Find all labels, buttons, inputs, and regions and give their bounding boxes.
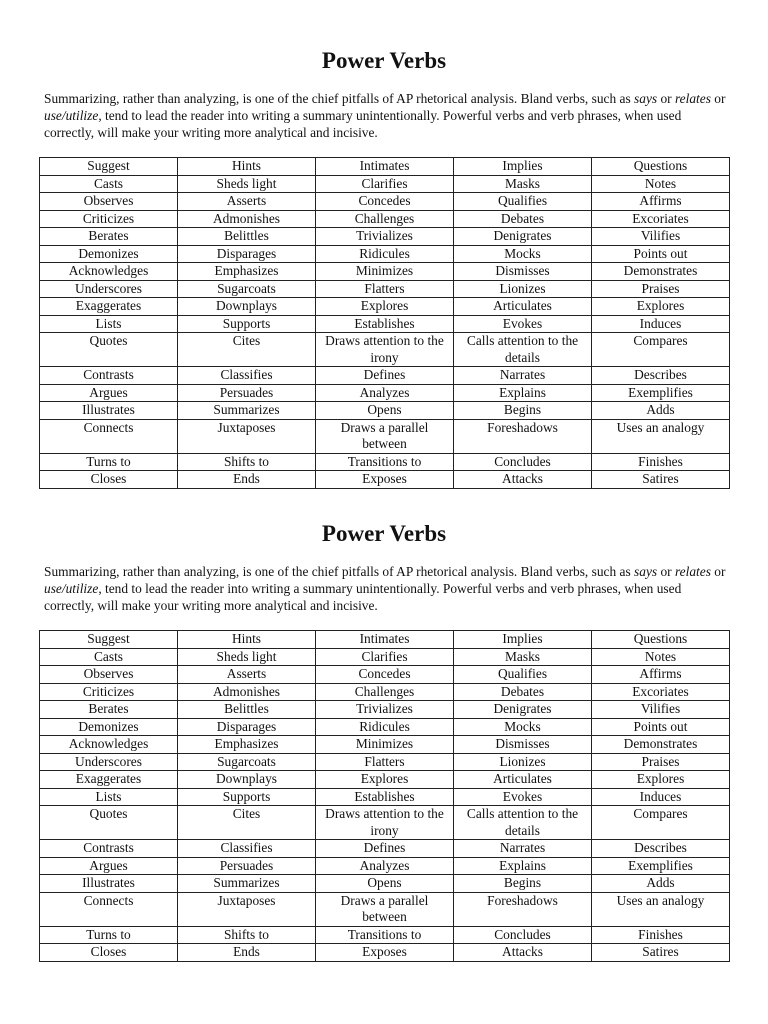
table-cell: Trivializes — [316, 228, 454, 246]
table-row — [40, 806, 730, 840]
table-cell: Defines — [316, 367, 454, 385]
table-cell: Questions — [592, 158, 730, 176]
table-cell: Transitions to — [316, 926, 454, 944]
table-cell: Foreshadows — [454, 892, 592, 926]
table-cell: Evokes — [454, 788, 592, 806]
table-cell: Criticizes — [40, 683, 178, 701]
table-cell: Qualifies — [454, 193, 592, 211]
table-cell: Draws a parallel between — [316, 419, 454, 453]
table-cell: Narrates — [454, 367, 592, 385]
table-cell: Debates — [454, 683, 592, 701]
table-row — [40, 280, 730, 298]
table-cell: Evokes — [454, 315, 592, 333]
table-row — [40, 840, 730, 858]
table-cell: Vilifies — [592, 701, 730, 719]
table-cell: Establishes — [316, 315, 454, 333]
table-cell: Sheds light — [178, 175, 316, 193]
table-row — [40, 298, 730, 316]
table-cell: Minimizes — [316, 263, 454, 281]
table-cell: Casts — [40, 648, 178, 666]
table-cell: Admonishes — [178, 210, 316, 228]
table-cell: Ridicules — [316, 718, 454, 736]
table-cell: Mocks — [454, 718, 592, 736]
table-cell: Implies — [454, 158, 592, 176]
table-cell: Defines — [316, 840, 454, 858]
table-cell: Challenges — [316, 210, 454, 228]
table-row — [40, 402, 730, 420]
table-row — [40, 753, 730, 771]
table-cell: Describes — [592, 840, 730, 858]
table-cell: Connects — [40, 419, 178, 453]
table-cell: Criticizes — [40, 210, 178, 228]
table-cell: Draws attention to the irony — [316, 806, 454, 840]
table-row — [40, 263, 730, 281]
table-cell: Demonizes — [40, 245, 178, 263]
table-row — [40, 193, 730, 211]
example-word-says: says — [634, 564, 658, 579]
table-cell: Emphasizes — [178, 736, 316, 754]
table-cell: Qualifies — [454, 666, 592, 684]
table-cell: Ends — [178, 471, 316, 489]
table-row — [40, 228, 730, 246]
table-cell: Concludes — [454, 453, 592, 471]
table-cell: Praises — [592, 280, 730, 298]
table-row — [40, 771, 730, 789]
table-cell: Berates — [40, 701, 178, 719]
table-cell: Belittles — [178, 228, 316, 246]
power-verbs-section-1 — [0, 44, 768, 486]
table-cell: Exemplifies — [592, 384, 730, 402]
table-cell: Downplays — [178, 771, 316, 789]
table-row — [40, 158, 730, 176]
table-cell: Induces — [592, 315, 730, 333]
table-cell: Foreshadows — [454, 419, 592, 453]
table-cell: Suggest — [40, 158, 178, 176]
table-cell: Illustrates — [40, 875, 178, 893]
table-row — [40, 857, 730, 875]
table-cell: Lionizes — [454, 280, 592, 298]
table-cell: Satires — [592, 944, 730, 962]
table-cell: Clarifies — [316, 175, 454, 193]
table-cell: Establishes — [316, 788, 454, 806]
table-cell: Lionizes — [454, 753, 592, 771]
intro-paragraph: Summarizing, rather than analyzing, is one of the chief pitfalls of AP rhetorical analysis. Bland verbs, such as says or relates or use/utilize, tend to lead the reader into writing a summary unintentionally. Powerful verbs and verb phrases, when used correctly, will make your writing more analytical and incisive. — [44, 91, 726, 140]
table-row — [40, 875, 730, 893]
table-cell: Challenges — [316, 683, 454, 701]
table-cell: Acknowledges — [40, 736, 178, 754]
table-cell: Persuades — [178, 384, 316, 402]
table-cell: Connects — [40, 892, 178, 926]
table-cell: Contrasts — [40, 840, 178, 858]
example-word-relates: relates — [674, 564, 711, 579]
table-cell: Analyzes — [316, 857, 454, 875]
table-cell: Admonishes — [178, 683, 316, 701]
table-cell: Illustrates — [40, 402, 178, 420]
table-cell: Praises — [592, 753, 730, 771]
table-cell: Attacks — [454, 471, 592, 489]
table-cell: Intimates — [316, 631, 454, 649]
table-row — [40, 648, 730, 666]
table-row — [40, 367, 730, 385]
table-cell: Explains — [454, 384, 592, 402]
table-cell: Questions — [592, 631, 730, 649]
table-cell: Closes — [40, 944, 178, 962]
table-cell: Sugarcoats — [178, 753, 316, 771]
table-cell: Downplays — [178, 298, 316, 316]
table-cell: Exemplifies — [592, 857, 730, 875]
table-row — [40, 315, 730, 333]
table-cell: Supports — [178, 788, 316, 806]
table-cell: Shifts to — [178, 453, 316, 471]
table-cell: Attacks — [454, 944, 592, 962]
table-cell: Juxtaposes — [178, 419, 316, 453]
table-cell: Underscores — [40, 280, 178, 298]
example-word-use-utilize: use/utilize — [44, 108, 99, 123]
table-row — [40, 926, 730, 944]
table-cell: Clarifies — [316, 648, 454, 666]
table-cell: Quotes — [40, 806, 178, 840]
page-title: Power Verbs — [321, 48, 447, 73]
table-cell: Demonstrates — [592, 263, 730, 281]
table-cell: Analyzes — [316, 384, 454, 402]
table-row — [40, 175, 730, 193]
table-cell: Trivializes — [316, 701, 454, 719]
table-cell: Observes — [40, 193, 178, 211]
table-row — [40, 471, 730, 489]
table-cell: Exaggerates — [40, 298, 178, 316]
table-cell: Exaggerates — [40, 771, 178, 789]
table-cell: Sugarcoats — [178, 280, 316, 298]
table-row — [40, 245, 730, 263]
table-cell: Supports — [178, 315, 316, 333]
table-cell: Compares — [592, 333, 730, 367]
verbs-table-body — [40, 158, 730, 489]
table-cell: Excoriates — [592, 683, 730, 701]
table-cell: Emphasizes — [178, 263, 316, 281]
table-cell: Ends — [178, 944, 316, 962]
table-cell: Flatters — [316, 753, 454, 771]
table-cell: Denigrates — [454, 228, 592, 246]
table-cell: Cites — [178, 806, 316, 840]
table-cell: Narrates — [454, 840, 592, 858]
table-cell: Articulates — [454, 298, 592, 316]
table-cell: Affirms — [592, 193, 730, 211]
table-cell: Contrasts — [40, 367, 178, 385]
table-row — [40, 384, 730, 402]
table-cell: Sheds light — [178, 648, 316, 666]
table-row — [40, 631, 730, 649]
table-cell: Cites — [178, 333, 316, 367]
table-cell: Argues — [40, 857, 178, 875]
table-cell: Concedes — [316, 666, 454, 684]
table-cell: Explores — [316, 771, 454, 789]
table-cell: Quotes — [40, 333, 178, 367]
table-row — [40, 210, 730, 228]
table-cell: Hints — [178, 631, 316, 649]
table-cell: Berates — [40, 228, 178, 246]
table-cell: Classifies — [178, 840, 316, 858]
table-cell: Lists — [40, 315, 178, 333]
table-cell: Dismisses — [454, 263, 592, 281]
table-cell: Draws attention to the irony — [316, 333, 454, 367]
table-cell: Uses an analogy — [592, 419, 730, 453]
table-cell: Suggest — [40, 631, 178, 649]
table-cell: Casts — [40, 175, 178, 193]
table-cell: Explains — [454, 857, 592, 875]
table-cell: Concludes — [454, 926, 592, 944]
intro-paragraph: Summarizing, rather than analyzing, is one of the chief pitfalls of AP rhetorical analysis. Bland verbs, such as says or relates or use/utilize, tend to lead the reader into writing a summary unintentionally. Powerful verbs and verb phrases, when used correctly, will make your writing more analytical and incisive. — [44, 564, 726, 613]
table-cell: Points out — [592, 718, 730, 736]
table-cell: Exposes — [316, 471, 454, 489]
power-verbs-section-2 — [0, 517, 768, 959]
table-row — [40, 944, 730, 962]
table-cell: Adds — [592, 402, 730, 420]
table-cell: Explores — [592, 298, 730, 316]
page-title: Power Verbs — [321, 521, 447, 546]
table-cell: Lists — [40, 788, 178, 806]
table-cell: Notes — [592, 648, 730, 666]
table-cell: Begins — [454, 402, 592, 420]
table-row — [40, 419, 730, 453]
table-cell: Mocks — [454, 245, 592, 263]
table-row — [40, 666, 730, 684]
table-cell: Finishes — [592, 453, 730, 471]
table-cell: Implies — [454, 631, 592, 649]
verbs-table-body — [40, 631, 730, 962]
table-cell: Asserts — [178, 666, 316, 684]
table-cell: Persuades — [178, 857, 316, 875]
table-cell: Hints — [178, 158, 316, 176]
table-row — [40, 788, 730, 806]
example-word-use-utilize: use/utilize — [44, 581, 99, 596]
table-cell: Intimates — [316, 158, 454, 176]
table-cell: Excoriates — [592, 210, 730, 228]
table-cell: Argues — [40, 384, 178, 402]
table-cell: Transitions to — [316, 453, 454, 471]
table-cell: Articulates — [454, 771, 592, 789]
table-cell: Turns to — [40, 453, 178, 471]
table-cell: Calls attention to the details — [454, 333, 592, 367]
table-cell: Closes — [40, 471, 178, 489]
table-cell: Explores — [592, 771, 730, 789]
table-cell: Concedes — [316, 193, 454, 211]
table-cell: Masks — [454, 175, 592, 193]
table-cell: Observes — [40, 666, 178, 684]
table-cell: Satires — [592, 471, 730, 489]
table-cell: Underscores — [40, 753, 178, 771]
table-row — [40, 701, 730, 719]
table-cell: Vilifies — [592, 228, 730, 246]
verbs-table — [39, 157, 730, 489]
table-cell: Debates — [454, 210, 592, 228]
table-cell: Demonizes — [40, 718, 178, 736]
table-cell: Points out — [592, 245, 730, 263]
table-cell: Finishes — [592, 926, 730, 944]
table-cell: Minimizes — [316, 736, 454, 754]
example-word-says: says — [634, 91, 658, 106]
table-row — [40, 683, 730, 701]
table-cell: Compares — [592, 806, 730, 840]
table-cell: Opens — [316, 875, 454, 893]
table-row — [40, 453, 730, 471]
table-cell: Masks — [454, 648, 592, 666]
table-cell: Summarizes — [178, 875, 316, 893]
table-cell: Asserts — [178, 193, 316, 211]
table-cell: Opens — [316, 402, 454, 420]
table-row — [40, 736, 730, 754]
table-cell: Dismisses — [454, 736, 592, 754]
table-cell: Summarizes — [178, 402, 316, 420]
table-cell: Acknowledges — [40, 263, 178, 281]
table-cell: Exposes — [316, 944, 454, 962]
table-cell: Classifies — [178, 367, 316, 385]
table-cell: Shifts to — [178, 926, 316, 944]
table-cell: Flatters — [316, 280, 454, 298]
table-cell: Induces — [592, 788, 730, 806]
verbs-table — [39, 630, 730, 962]
table-cell: Turns to — [40, 926, 178, 944]
table-cell: Explores — [316, 298, 454, 316]
table-cell: Disparages — [178, 245, 316, 263]
table-cell: Calls attention to the details — [454, 806, 592, 840]
table-row — [40, 892, 730, 926]
table-cell: Adds — [592, 875, 730, 893]
table-row — [40, 718, 730, 736]
table-cell: Notes — [592, 175, 730, 193]
table-cell: Denigrates — [454, 701, 592, 719]
table-row — [40, 333, 730, 367]
table-cell: Ridicules — [316, 245, 454, 263]
table-cell: Begins — [454, 875, 592, 893]
example-word-relates: relates — [674, 91, 711, 106]
table-cell: Belittles — [178, 701, 316, 719]
table-cell: Juxtaposes — [178, 892, 316, 926]
table-cell: Uses an analogy — [592, 892, 730, 926]
table-cell: Demonstrates — [592, 736, 730, 754]
table-cell: Draws a parallel between — [316, 892, 454, 926]
table-cell: Disparages — [178, 718, 316, 736]
table-cell: Affirms — [592, 666, 730, 684]
table-cell: Describes — [592, 367, 730, 385]
